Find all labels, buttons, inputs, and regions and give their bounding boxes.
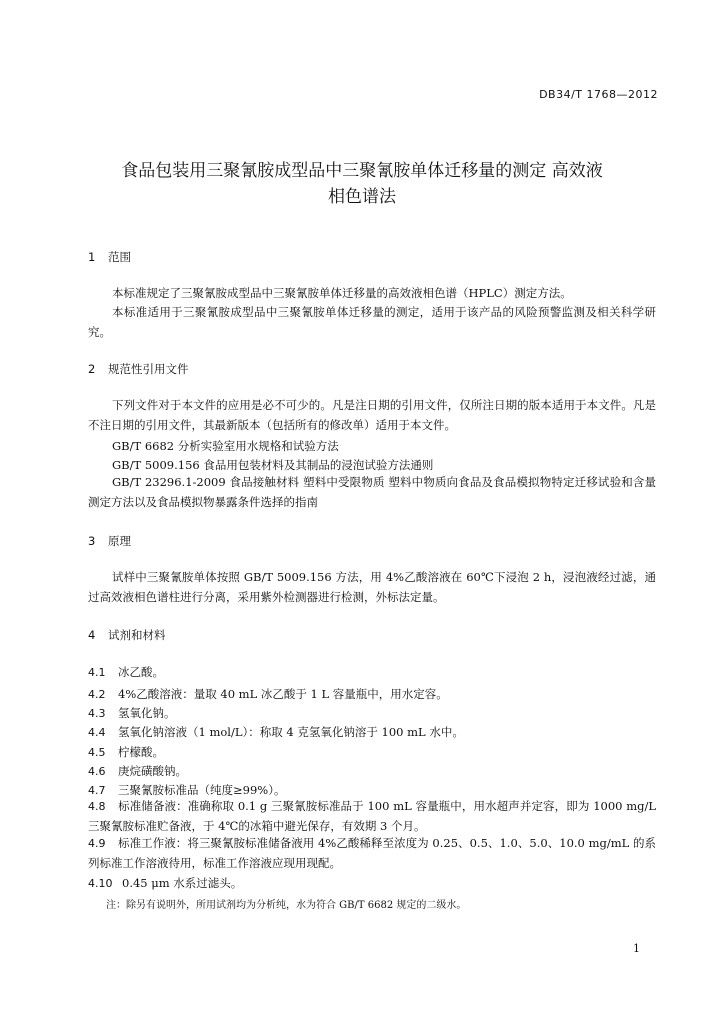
item-number: 4.3 xyxy=(88,707,106,720)
reference-item: GB/T 23296.1-2009 食品接触材料 塑料中受限物质 塑料中物质向食品及食品模拟物特定迁移试验和含量测定方法以及食品模拟物暴露条件选择的指南 xyxy=(88,475,656,509)
section-2-heading xyxy=(88,361,189,377)
section-title: 规范性引用文件 xyxy=(108,362,189,376)
list-item xyxy=(88,875,242,891)
section-number: 2 xyxy=(88,362,96,376)
item-number: 4.6 xyxy=(88,765,106,778)
reference-item: GB/T 5009.156 食品用包装材料及其制品的浸泡试验方法通则 xyxy=(112,458,434,472)
reference-item: GB/T 6682 分析实验室用水规格和试验方法 xyxy=(112,439,339,453)
item-text: 标准储备液：准确称取 0.1 g 三聚氰胺标准品于 100 mL 容量瓶中，用水超声并定容，即为 1000 mg/L 三聚氰胺标准贮备液，于 4℃的冰箱中避光保存，有效期 3 个月。 xyxy=(88,799,656,833)
item-text: 标准工作液：将三聚氰胺标准储备液用 4%乙酸稀释至浓度为 0.25、0.5、1.0、5.0、10.0 mg/mL 的系列标准工作溶液待用，标准工作溶液应现用现配。 xyxy=(88,836,656,870)
list-item xyxy=(88,782,285,798)
section-title: 试剂和材料 xyxy=(108,628,166,642)
item-number: 4.1 xyxy=(88,666,106,679)
section-4-heading xyxy=(88,627,166,643)
list-item xyxy=(88,744,164,760)
list-item xyxy=(88,797,656,836)
paragraph: 本标准规定了三聚氰胺成型品中三聚氰胺单体迁移量的高效液相色谱（HPLC）测定方法。 xyxy=(112,286,572,300)
section-number: 1 xyxy=(88,250,96,264)
item-number: 4.5 xyxy=(88,746,106,759)
title-line-1: 食品包装用三聚氰胺成型品中三聚氰胺单体迁移量的测定 高效液 xyxy=(121,161,603,181)
item-text: 庚烷磺酸钠。 xyxy=(118,764,187,778)
list-item xyxy=(88,763,187,779)
paragraph: 本标准适用于三聚氰胺成型品中三聚氰胺单体迁移量的测定，适用于该产品的风险预警监测及相关科学研究。 xyxy=(88,305,656,339)
item-number: 4.4 xyxy=(88,726,106,739)
item-number: 4.2 xyxy=(88,688,106,701)
item-text: 0.45 μm 水系过滤头。 xyxy=(122,876,243,890)
list-item xyxy=(88,686,448,702)
section-3-heading xyxy=(88,533,131,549)
item-text: 氢氧化钠。 xyxy=(118,706,176,720)
item-text: 冰乙酸。 xyxy=(118,665,164,679)
item-number: 4.10 xyxy=(88,877,113,890)
item-text: 三聚氰胺标准品（纯度≥99%）。 xyxy=(118,783,286,797)
section-title: 原理 xyxy=(108,534,131,548)
item-text: 4%乙酸溶液：量取 40 mL 冰乙酸于 1 L 容量瓶中，用水定容。 xyxy=(118,687,448,701)
list-item xyxy=(88,724,464,740)
paragraph: 下列文件对于本文件的应用是必不可少的。凡是注日期的引用文件，仅所注日期的版本适用于本文件。凡是不注日期的引用文件，其最新版本（包括所有的修改单）适用于本文件。 xyxy=(88,398,656,432)
item-number: 4.8 xyxy=(88,800,106,813)
item-text: 柠檬酸。 xyxy=(118,745,164,759)
item-text: 氢氧化钠溶液（1 mol/L）：称取 4 克氢氧化钠溶于 100 mL 水中。 xyxy=(118,725,464,739)
page-number: 1 xyxy=(633,942,640,955)
item-number: 4.9 xyxy=(88,837,106,850)
item-number: 4.7 xyxy=(88,784,106,797)
section-number: 4 xyxy=(88,628,96,642)
section-1-heading xyxy=(88,249,131,265)
list-item xyxy=(88,705,176,721)
title-line-2: 相色谱法 xyxy=(328,187,396,207)
note: 注：除另有说明外，所用试剂均为分析纯，水为符合 GB/T 6682 规定的二级水。 xyxy=(106,900,467,911)
paragraph: 试样中三聚氰胺单体按照 GB/T 5009.156 方法，用 4%乙酸溶液在 60℃下浸泡 2 h，浸泡液经过滤，通过高效液相色谱柱进行分离，采用紫外检测器进行检测，外标法定量。 xyxy=(88,570,656,604)
section-number: 3 xyxy=(88,534,96,548)
section-title: 范围 xyxy=(108,250,131,264)
standard-code: DB34/T 1768—2012 xyxy=(539,88,658,101)
list-item xyxy=(88,834,656,873)
list-item xyxy=(88,664,164,680)
document-title xyxy=(60,158,664,210)
